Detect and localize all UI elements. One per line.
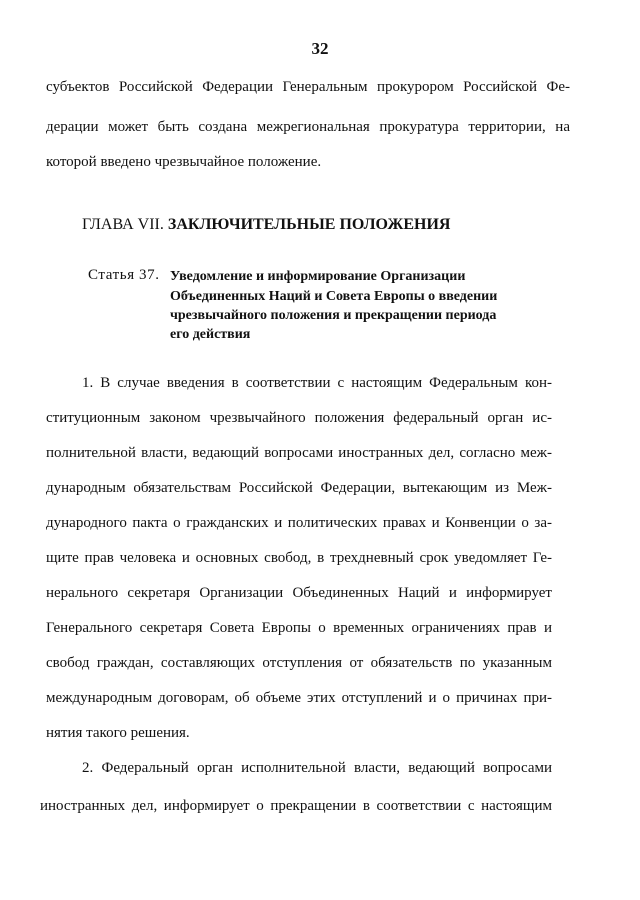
paragraph-line: нятия такого решения. [46, 725, 190, 741]
chapter-prefix: ГЛАВА VII. [82, 216, 164, 233]
chapter-heading [82, 214, 450, 236]
paragraph-line: щите прав человека и основных свобод, в трехдневный срок уведомляет Ге- [46, 550, 552, 566]
paragraph-line: дународного пакта о гражданских и политических правах и Конвенции о за- [46, 515, 552, 531]
page-number: 32 [311, 39, 329, 58]
paragraph-line: которой введено чрезвычайное положение. [46, 154, 322, 170]
chapter-title: ЗАКЛЮЧИТЕЛЬНЫЕ ПОЛОЖЕНИЯ [167, 216, 451, 233]
paragraph-line: Генерального секретаря Совета Европы о временных ограничениях прав и [46, 620, 552, 636]
article-title-line: Уведомление и информирование Организации [170, 269, 466, 284]
paragraph-line: 2. Федеральный орган исполнительной власти, ведающий вопросами [82, 760, 552, 776]
paragraph-line: ституционным законом чрезвычайного положения федеральный орган ис- [46, 410, 552, 426]
paragraph-line: свобод граждан, составляющих отступления от обязательств по указанным [46, 655, 552, 671]
article-number: Статья 37. [88, 267, 160, 283]
paragraph-line: иностранных дел, информирует о прекращении в соответствии с настоящим [40, 798, 552, 814]
paragraph-line: нерального секретаря Организации Объединенных Наций и информирует [46, 585, 552, 601]
article-title-line: его действия [170, 327, 251, 342]
paragraph-line: дерации может быть создана межрегиональная прокуратура территории, на [46, 119, 570, 135]
paragraph-line: международным договорам, об объеме этих отступлений и о причинах при- [46, 690, 552, 706]
paragraph-line: полнительной власти, ведающий вопросами иностранных дел, согласно меж- [46, 445, 552, 461]
paragraph-line: 1. В случае введения в соответствии с настоящим Федеральным кон- [82, 375, 552, 391]
article-title-line: Объединенных Наций и Совета Европы о введении [170, 289, 498, 304]
paragraph-line: субъектов Российской Федерации Генеральным прокурором Российской Фе- [46, 79, 570, 95]
paragraph-line: дународным обязательствам Российской Федерации, вытекающим из Меж- [46, 480, 552, 496]
article-title-line: чрезвычайного положения и прекращении периода [170, 308, 497, 323]
